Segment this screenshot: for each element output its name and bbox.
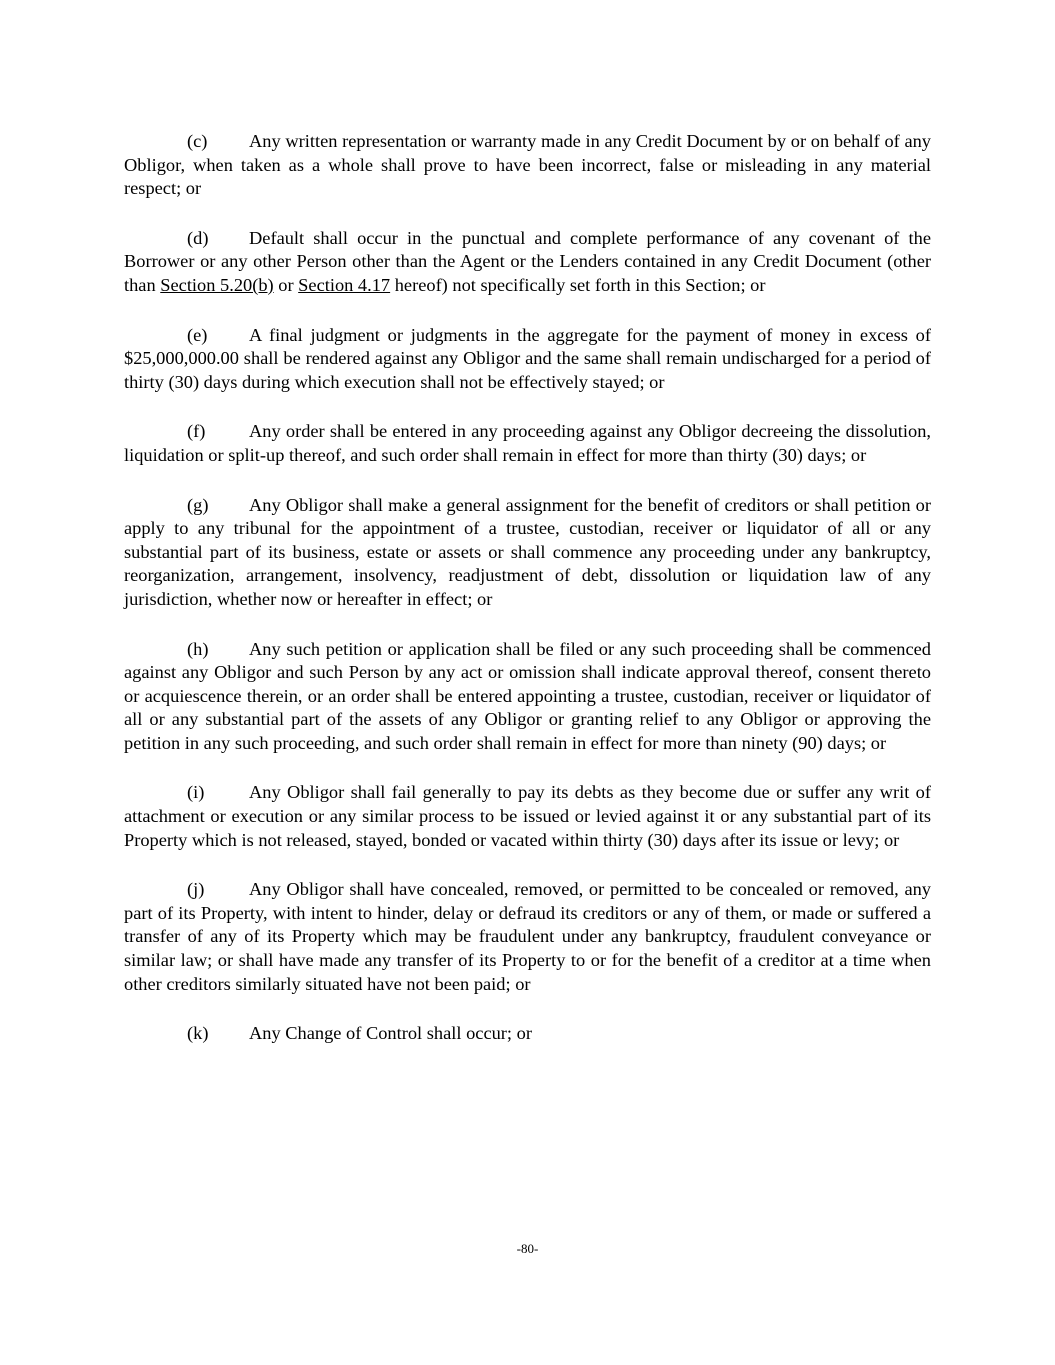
clause-label: (d)	[187, 227, 209, 248]
section-reference-link: Section 5.20(b)	[160, 274, 274, 295]
document-page	[124, 130, 931, 1072]
clause-e	[124, 324, 931, 395]
clause-text: Any Obligor shall fail generally to pay its debts as they become due or suffer any writ of attachment or execution or any similar process to be issued or levied against it or any substantial part of its Property which is not released, stayed, bonded or vacated within thirty (30) days after its issue or levy; or	[124, 782, 931, 850]
clause-label: (c)	[187, 131, 208, 151]
clause-text: or	[273, 274, 299, 295]
clause-label: (g)	[187, 494, 209, 515]
clause-label: (i)	[187, 782, 205, 803]
clause-f	[124, 420, 931, 467]
clause-g	[124, 494, 931, 612]
clause-i	[124, 781, 931, 852]
clause-text: Default shall occur in the punctual and complete performance of any covenant of the Borrower or any other Person other than the Agent or the Lenders contained in any Credit Document (other than	[124, 227, 931, 295]
clause-j	[124, 878, 931, 996]
section-reference-link: Section 4.17	[298, 274, 391, 295]
clause-c	[124, 130, 931, 201]
clause-k	[124, 1022, 931, 1046]
clause-text: hereof) not specifically set forth in this Section; or	[390, 274, 766, 295]
clause-h	[124, 638, 931, 756]
clause-text: Any Obligor shall have concealed, removed, or permitted to be concealed or removed, any part of its Property, with intent to hinder, delay or defraud its creditors or any of them, or made or suffered a transfer of any of its Property which may be fraudulent under any bankruptcy, fraudulent conveyance or similar law; or shall have made any transfer of its Property to or for the benefit of a creditor at a time when other creditors similarly situated have not been paid; or	[124, 879, 931, 994]
page-number: -80-	[516, 1241, 539, 1256]
clause-label: (f)	[187, 421, 206, 442]
clause-d	[124, 227, 931, 298]
clause-label: (h)	[187, 638, 209, 659]
clause-text: Any such petition or application shall be filed or any such proceeding shall be commenced against any Obligor and such Person by any act or omission shall indicate approval thereof, consent thereto or acquiescence therein, or an order shall be entered appointing a trustee, custodian, receiver or liquidator of all or any substantial part of the assets of any Obligor or granting relief to any Obligor or approving the petition in any such proceeding, and such order shall remain in effect for more than ninety (90) days; or	[124, 638, 931, 753]
clause-text: Any written representation or warranty made in any Credit Document by or on behalf of any Obligor, when taken as a whole shall prove to have been incorrect, false or misleading in any material respect; or	[124, 131, 931, 199]
clause-text: Any Obligor shall make a general assignment for the benefit of creditors or shall petition or apply to any tribunal for the appointment of a trustee, custodian, receiver or liquidator of all or any substantial part of its business, estate or assets or shall commence any proceeding under any bankruptcy, reorganization, arrangement, insolvency, readjustment of debt, dissolution or liquidation law of any jurisdiction, whether now or hereafter in effect; or	[124, 494, 931, 609]
clause-label: (e)	[187, 324, 208, 345]
clause-label: (j)	[187, 879, 205, 900]
clause-label: (k)	[187, 1023, 209, 1044]
clause-text: A final judgment or judgments in the aggregate for the payment of money in excess of $25,000,000.00 shall be rendered against any Obligor and the same shall remain undischarged for a period of thirty (30) days during which execution shall not be effectively stayed; or	[124, 324, 931, 392]
clause-text: Any Change of Control shall occur; or	[249, 1023, 532, 1044]
clause-text: Any order shall be entered in any proceeding against any Obligor decreeing the dissolution, liquidation or split-up thereof, and such order shall remain in effect for more than thirty (30) days; or	[124, 421, 931, 465]
